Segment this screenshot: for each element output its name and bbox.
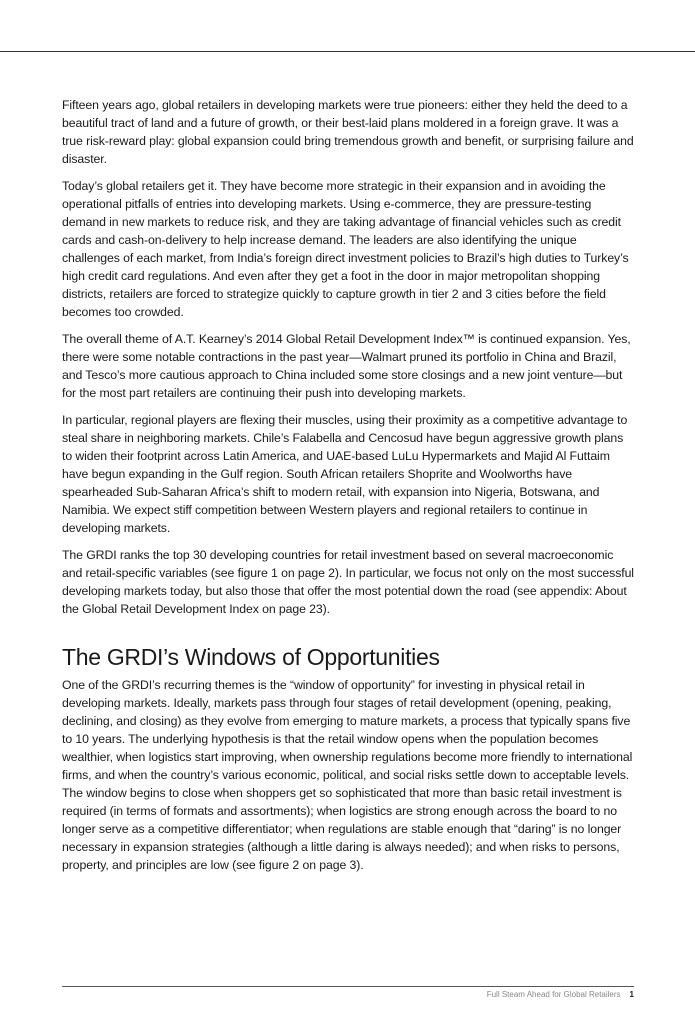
paragraph-grdi-theme: The overall theme of A.T. Kearney’s 2014 Global Retail Development Index™ is continued expansion. Yes, there were some notable contractions in the past year—Walmart pruned its portfolio in China and Brazil, and Tesco’s more cautious approach to China included some store closings and a new joint venture—but for the most part retailers are continuing their push into developing markets. bbox=[62, 332, 631, 400]
header-divider bbox=[0, 51, 695, 52]
paragraph-strategy: Today’s global retailers get it. They have become more strategic in their expansion and in avoiding the operational pitfalls of entries into developing markets. Using e-commerce, they are pressure-testing demand in new markets to reduce risk, and they are taking advantage of financial vehicles such as credit cards and cash-on-delivery to help increase demand. The leaders are also identifying the unique challenges of each market, from India’s foreign direct investment policies to Brazil’s high duties to Turkey’s high credit card regulations. And even after they get a foot in the door in major metropolitan shopping districts, retailers are forced to strategize quickly to capture growth in tier 2 and 3 cities before the field becomes too crowded. bbox=[62, 179, 629, 319]
page-number: 1 bbox=[629, 990, 634, 999]
paragraph-grdi-ranking: The GRDI ranks the top 30 developing countries for retail investment based on several macroeconomic and retail-specific variables (see figure 1 on page 2). In particular, we focus not only on the most successful developing markets today, but also those that offer the most potential down the road (see appendix: About the Global Retail Development Index on page 23). bbox=[62, 548, 634, 616]
section-heading: The GRDI’s Windows of Opportunities bbox=[62, 644, 440, 670]
page-footer bbox=[487, 990, 634, 1000]
footer-title: Full Steam Ahead for Global Retailers bbox=[486, 990, 621, 999]
document-body bbox=[62, 96, 634, 883]
footer-divider bbox=[62, 986, 634, 987]
paragraph-regional-players: In particular, regional players are flexing their muscles, using their proximity as a competitive advantage to steal share in neighboring markets. Chile’s Falabella and Cencosud have begun aggressive growth plans to widen their footprint across Latin America, and UAE-based LuLu Hypermarkets and Majid Al Futtaim have begun expanding in the Gulf region. South African retailers Shoprite and Woolworths have spearheaded Sub-Saharan Africa’s shift to modern retail, with expansion into Nigeria, Botswana, and Namibia. We expect stiff competition between Western players and regional retailers to continue in developing markets. bbox=[62, 413, 628, 535]
paragraph-intro: Fifteen years ago, global retailers in developing markets were true pioneers: either they held the deed to a beautiful tract of land and a future of growth, or their best-laid plans moldered in a foreign grave. It was a true risk-reward play: global expansion could bring tremendous growth and benefit, or surprising failure and disaster. bbox=[62, 98, 634, 166]
paragraph-window-of-opportunity: One of the GRDI’s recurring themes is the “window of opportunity” for investing in physical retail in developing markets. Ideally, markets pass through four stages of retail development (opening, peaking, declining, and closing) as they evolve from emerging to mature markets, a process that typically spans five to 10 years. The underlying hypothesis is that the retail window opens when the population becomes wealthier, when logistics start improving, when ownership regulations become more friendly to international firms, and when the country’s various economic, political, and social risks settle down to acceptable levels. The window begins to close when shoppers get so sophisticated that more than basic retail investment is required (in terms of formats and assortments); when logistics are strong enough across the board to no longer serve as a competitive differentiator; when regulations are stable enough that “daring” is no longer necessary in expansion strategies (although a little daring is always needed); and when risks to persons, property, and principles are low (see figure 2 on page 3). bbox=[62, 678, 633, 872]
